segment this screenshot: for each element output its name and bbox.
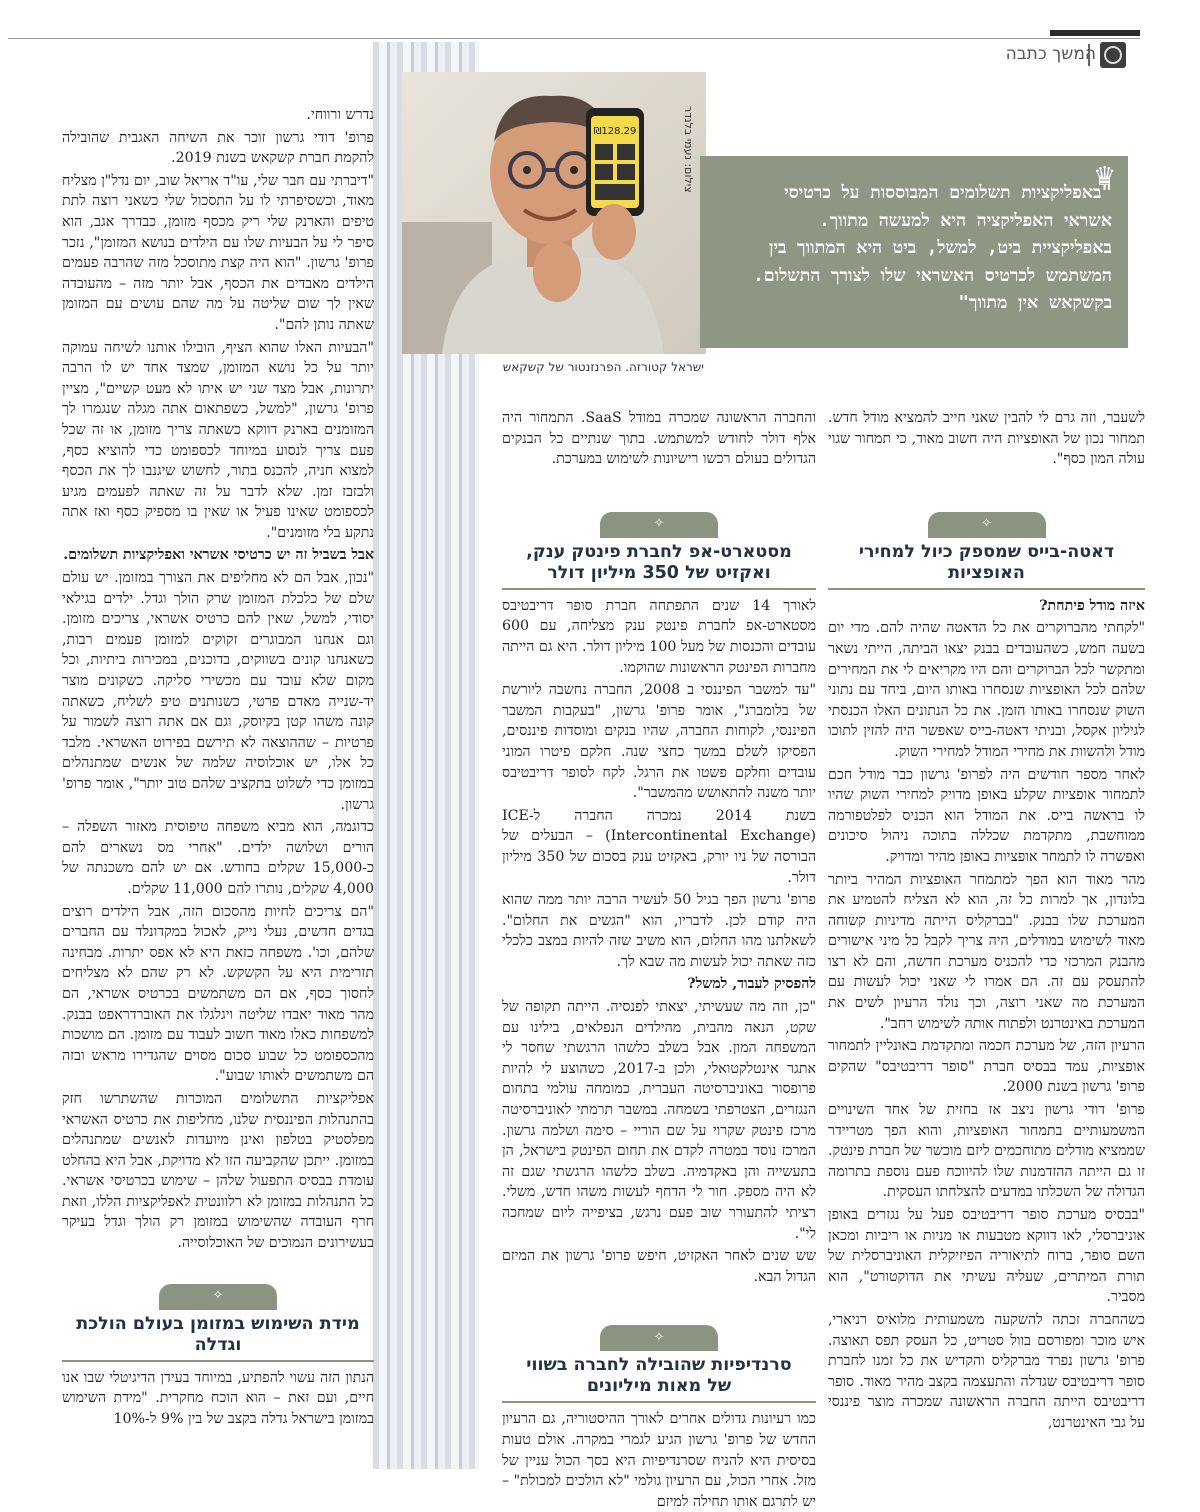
paragraph: הרעיון הזה, של מערכת חכמה ומתקדמת באונליין לתמחור אופציות, עמד בבסיס חברת "סופר דריבטיבס" שהקים פרופ' גרשון בשנת 2000. — [828, 1038, 1145, 1096]
paragraph: "לקחתי מהברוקרים את כל הדאטה שהיה להם. מדי יום בשעה חמש, כשהעובדים בבנק יצאו הביתה, הייתי נשאר ומתקשר לכל הברוקרים והם היו מקריאים לי את המחירים שלהם לכל האופציות שנסחרו באותו היום, ביחד עם נתוני השוק שנסחרו באותו הזמן. את כל הנתונים האלו הכנסתי לגיליון אקסל, ובניתי דאטה-בייס שאפשר היה להזין לתוכו מודל ולהשוות את מחירי המודל למחירי השוק. — [828, 620, 1145, 760]
paragraph: אפליקציות התשלומים המוכרות שהשתרשו חזק בהתנהלות הפיננסית שלנו, מחליפות את כרטיס האשראי מפלסטיק בטלפון ואינן מיועדות לאנשים שמתנהלים במזומן. ייתכן שהקביעה הזו לא מדויקת, אבל היא בהחלט עומדת בבסיס התפעול שלהן – שימוש בכרטיסי אשראי. כל התנהלות במזומן לא רלוונטית לאפליקציות הללו, וזאת חרף העובדה שהשימוש במזומן רק הולך וגדל בעיקר בעשירונים הנמוכים של האוכלוסייה. — [62, 1090, 374, 1252]
paragraph: שש שנים לאחר האקזיט, חיפש פרופ' גרשון את המיזם הגדול הבא. — [502, 1248, 816, 1285]
paragraph: פרופ' דודי גרשון ניצב אז בחזית של אחד השינויים המשמעותיים בתמחור האופציות, והוא הפך מטריידר שממציא מודלים מתוחכמים ליזם מוכשר של חברת פינטק. זו גם הייתה ההזדמנות שלו להיווכח פעם נוספת בתרומה הגדולה של השכלתו במדעים להצלחתו העסקית. — [828, 1102, 1145, 1201]
sparkle-icon: ✧ — [159, 1284, 277, 1310]
portrait-photo — [402, 72, 706, 354]
section-title: מסטארט-אפ לחברת פינטק ענק, ואקזיט של 350 מיליון דולר — [502, 538, 816, 590]
pull-quote-text: "באפליקציות תשלומים המבוססות על כרטיסי אשראי האפליקציה היא למעשה מתווך. באפליקציית ביט, למשל, ביט היא המתווך בין המשתמש לכרטיס האשראי שלו לצורך התשלום. בקשקאש אין מתווך" — [753, 183, 1112, 313]
paragraph: כמו רעיונות גדולים אחרים לאורך ההיסטוריה, גם הרעיון החדש של פרופ' גרשון הגיע לגמרי במקרה. אולם טעות בסיסית היא להניח שסרנדיפיות היא בסך הכול עניין של מזל. אחרי הכול, עם הרעיון גולמי "לא הולכים למכולת" – יש לתרגם אותו תחילה למיזם — [502, 1411, 816, 1510]
crown-icon: ♛ — [1093, 162, 1117, 192]
paragraph: לאורך 14 שנים התפתחה חברת סופר דריבטיבס מסטארט-אפ לחברת פינטק ענק מצליחה, עם 600 עובדים והכנסות של מעל 100 מיליון דולר. היא גם הייתה מחברות הפינטק הראשונות שהוקמו. — [502, 597, 816, 676]
section-title: סרנדיפיות שהובילה לחברה בשווי של מאות מיליונים — [502, 1351, 816, 1403]
header-line — [8, 38, 1140, 39]
paragraph: "הבעיות האלו שהוא הציף, הובילו אותנו לשיחה עמוקה יותר על כל נושא המזומן, שמצד אחד יש לו הרבה יתרונות, אבל מצד שני יש איתו לא מעט קשיים", מציין פרופ' גרשון, "למשל, כשפתאום אתה מגלה שנגמרו לך המזומנים בארנק דווקא כשאתה צריך מזומן, או זה שכל פעם צריך לנסוע במיוחד לכספומט כדי להוציא כסף, למצוא חניה, להכנס בתור, לחשוש שיגנבו לך את הכסף ולבזבז זמן. שלא לדבר על זה שאתה לפעמים מגיע לכספומט שאינו פעיל או שאין בו מספיק כסף ואז אתה נתקע בלי מזומנים". — [62, 339, 374, 541]
paragraph: פרופ' גרשון הפך בגיל 50 לעשיר הרבה יותר ממה שהוא היה קודם לכן. לדבריו, הוא "הגשים את החלום". לשאלתנו מהו החלום, הוא משיב שזה להיות במצב כלכלי כזה שאתה יכול לעשות מה שבא לך. — [502, 892, 816, 970]
paragraph: כדוגמה, הוא מביא משפחה טיפוסית מאזור השפלה – הורים ושלושה ילדים. "אחרי מס נשארים להם כ-15,000 שקלים בחודש. אם יש להם משכנתה של 4,000 שקלים, נותרו להם 11,000 שקלים. — [62, 819, 374, 897]
paragraph: בשנת 2014 נמכרה החברה ל-ICE (Intercontinental Exchange) – הבעלים של הבורסה של ניו יורק, באקזיט ענק בסכום של 350 מיליון דולר. — [502, 807, 817, 886]
sparkle-icon: ✧ — [600, 1325, 718, 1351]
sparkle-icon: ✧ — [600, 512, 718, 538]
phone-amount: ₪128.29 — [593, 126, 637, 137]
portrait-illustration — [402, 72, 706, 354]
photo-credit: צילום: נעמי בלנדר — [682, 106, 695, 193]
sparkle-icon: ✧ — [928, 512, 1046, 538]
logo-icon — [1100, 42, 1126, 68]
section-title: דאטה-בייס שמספק כיול למחירי האופציות — [828, 538, 1145, 590]
paragraph: הנתון הזה עשוי להפתיע, במיוחד בעידן הדיגיטלי שבו אנו חיים, ועם זאת – הוא הוכח מחקרית. "מידת השימוש במזומן בישראל גדלה בקצב של בין 9% ל-10% — [62, 1369, 374, 1427]
section-title: מידת השימוש במזומן בעולם הולכת וגדלה — [62, 1310, 374, 1362]
subheading: להפסיק לעבוד, למשל? — [687, 976, 816, 993]
photo-caption: ישראל קטורזה. הפרנזנטור של קשקאש — [502, 360, 704, 374]
subheading: איזה מודל פיתחת? — [1039, 597, 1145, 614]
paragraph: "דיברתי עם חבר שלי, עו"ד אריאל שוב, יום נדל"ן מצליח מאוד, וכשסיפרתי לו על התסכול שלי כשאני רוצה לתת טיפים והארנק שלי ריק מכסף מזומן, כבדרך אגב, הוא סיפר לי על הבעיות שלו עם הילדים בנושא המזומן", נזכר פרופ' גרשון. "הוא היה קצת מתוסכל מזה שהרבה פעמים הילדים מאבדים את הכסף, אבל יותר מזה – מהעובדה שאין לך שום שליטה על מה שהם עושים עם המזומן שאתה נותן להם". — [62, 172, 374, 333]
paragraph: מהר מאוד הוא הפך למתמחר האופציות המהיר ביותר בלונדון, אך למרות כל זה, הוא לא הצליח להטמיע את המערכת שלו בבנק. "בברקליס הייתה מדיניות קשוחה מאוד לשימוש במודלים, היה צריך לקבל כל מיני אישורים מהבנק המרכזי כדי להכניס מערכת חדשה, והם לא רצו להתעסק עם זה. הם אמרו לי שאני יכול לעשות עם המערכת מה שאני רוצה, וכך נולד הרעיון לשים את המערכת באינטרנט ולפתוח אותה לשימוש רחב". — [828, 871, 1145, 1032]
paragraph: לאחר מספר חודשים היה לפרופ' גרשון כבר מודל חכם לתמחור אופציות שקלע באופן מדויק למחירי השוק שהיו לו בראשה בייס. את המודל הוא הכניס לפלטפורמה ממוחשבת, מתקדמת שכללה בתוכה ניהול סיכונים ואפשרה לו לתמחר אופציות באופן מהיר ומדויק. — [828, 766, 1145, 865]
paragraph: פרופ' דודי גרשון זוכר את השיחה האגבית שהובילה להקמת חברת קשקאש בשנת 2019. — [62, 129, 374, 167]
section-header — [828, 512, 1145, 590]
article-column-middle — [502, 408, 817, 1510]
paragraph: נדרש ורווחי. — [306, 107, 374, 123]
paragraph: והחברה הראשונה שמכרה במודל SaaS. התמחור היה אלף דולר לחודש למשתמש. בתוך שנתיים כל הבנקים הגדולים בעולם רכשו רישיונות לשימוש במערכת. — [502, 410, 816, 468]
section-header — [62, 1284, 374, 1362]
paragraph: כשהחברה זכתה להשקעה משמעותית מלואיס רניארי, איש מוכר ומפורסם בוול סטריט, כל העסק תפס תאוצה. פרופ' גרשון נפרד מברקליס והקדיש את כל זמנו לחברת סופר דריבטיבס שגדלה והתעצמה בקצב מהיר מאוד. סופר דריבטיבס הייתה החברה הראשונה שמכרה מוצר פיננסי על גבי האינטרנט, — [828, 1311, 1145, 1431]
article-column-left — [62, 105, 374, 1469]
header-rule — [1050, 30, 1140, 36]
continued-label: המשך כתבה — [1005, 44, 1096, 64]
paragraph: "בבסיס מערכת סופר דריבטיבס פעל על נגזרים באופן אוניברסלי, לאו דווקא מטבעות או מניות או ריביות ומכאן השם סופר, ברוח לתיאוריה הפיזיקלית האוניברסלית של תורת המיתרים, שעליה עשיתי את הדוקטורט", הוא מסביר. — [828, 1207, 1145, 1306]
subheading: אבל בשביל זה יש כרטיסי אשראי ואפליקציות תשלומים. — [63, 547, 374, 564]
paragraph: לשעבר, וזה גרם לי להבין שאני חייב להמציא מודל חדש. תמחור נכון של האופציות היה חשוב מאוד, כי תמחור שגוי עולה המון כסף". — [828, 410, 1145, 468]
paragraph: "הם צריכים לחיות מהסכום הזה, אבל הילדים רוצים בגדים חדשים, נעלי נייק, לאכול במקדונלד עם החברים שלהם, וכו'. משפחה כזאת היא לא אפס יתרות. מבחינה תזרימית היא על הקשקש. לא רק שהם לא מצליחים לחסוך כסף, אם הם משתמשים בכרטיס אשראי, הם מהר מאוד יאבדו שליטה ויגלגלו את האוברדראפט בבנק. למשפחות כאלו מאוד חשוב לעבוד עם מזומן. הם מושכות מהכספומט כל שבוע סכום מסוים שהגדירו מראש ובזה הם משתמשים לאותו שבוע". — [62, 903, 374, 1085]
section-header — [502, 1325, 816, 1403]
article-column-right — [828, 408, 1145, 1468]
section-header — [502, 512, 816, 590]
paragraph: "עד למשבר הפיננסי ב 2008, החברה נחשבה ליורשת של בלומברג", אומר פרופ' גרשון, "בעקבות המשבר הפיננסי, לקוחות החברה, שהיו בנקים ומוסדות פיננסים, הפסיקו לשלם במשך כחצי שנה. חלקם פיטרו המוני עובדים וחלקם פשטו את הרגל. לקח לסופר דריבטיבס יותר משנה להתאושש מהמשבר". — [502, 682, 816, 802]
paragraph: "נכון, אבל הם לא מחליפים את הצורך במזומן. יש עולם שלם של כלכלת המזומן שרק הולך וגדל. ילדים בגילאי יסודי, למשל, שאין להם כרטיס אשראי, צריכים מזומן. וגם אנחנו המבוגרים זקוקים למזומן פעמים רבות, כשאנחנו קונים בשווקים, בדוכנים, במכירות ביתיות, וכל מקום שלא עובד עם מכשירי סליקה. כשקונים מוצר יד-שנייה מאדם פרטי, כשנותנים טיפ לשליח, כשאתה קונה משהו קטן בקיוסק, וגם אם אתה רוצה לשמור על פרטיות – שההוצאה לא תירשם בפירוט האשראי. מלבד כל אלו, יש אוכלוסיה שלמה של אנשים שמתנהלים במזומן כדי לשלוט בתקציב שלהם טוב יותר", אומר פרופ' גרשון. — [62, 570, 374, 813]
paragraph: "כן, וזה מה שעשיתי, יצאתי לפנסיה. הייתה תקופה של שקט, הנאה מהבית, מהילדים הנפלאים, בילינו עם המשפחה המון. אבל בשלב כלשהו הרגשתי שחסר לי אתגר אינטלקטואלי, ולכן ב-2017, כשהוצע לי להיות פרופסור באוניברסיטה העברית, כמומחה עולמי בתחום הנגזרים, הצטרפתי בשמחה. במשבר תרמתי לאוניברסיטה מרכז פינטק שקרוי על שם הוריי – סימה ושלמה גרשון. המרכז נוסד במטרה לקדם את תחום הפינטק בישראל, הן בתעשייה והן באקדמיה. בשלב כלשהו הרגשתי שגם זה לא היה מספק. חור לי הדחף לעשות משהו חדש, משלי. רציתי להתעורר שוב פעם נרגש, בציפייה ליום שמחכה לי". — [502, 999, 816, 1242]
